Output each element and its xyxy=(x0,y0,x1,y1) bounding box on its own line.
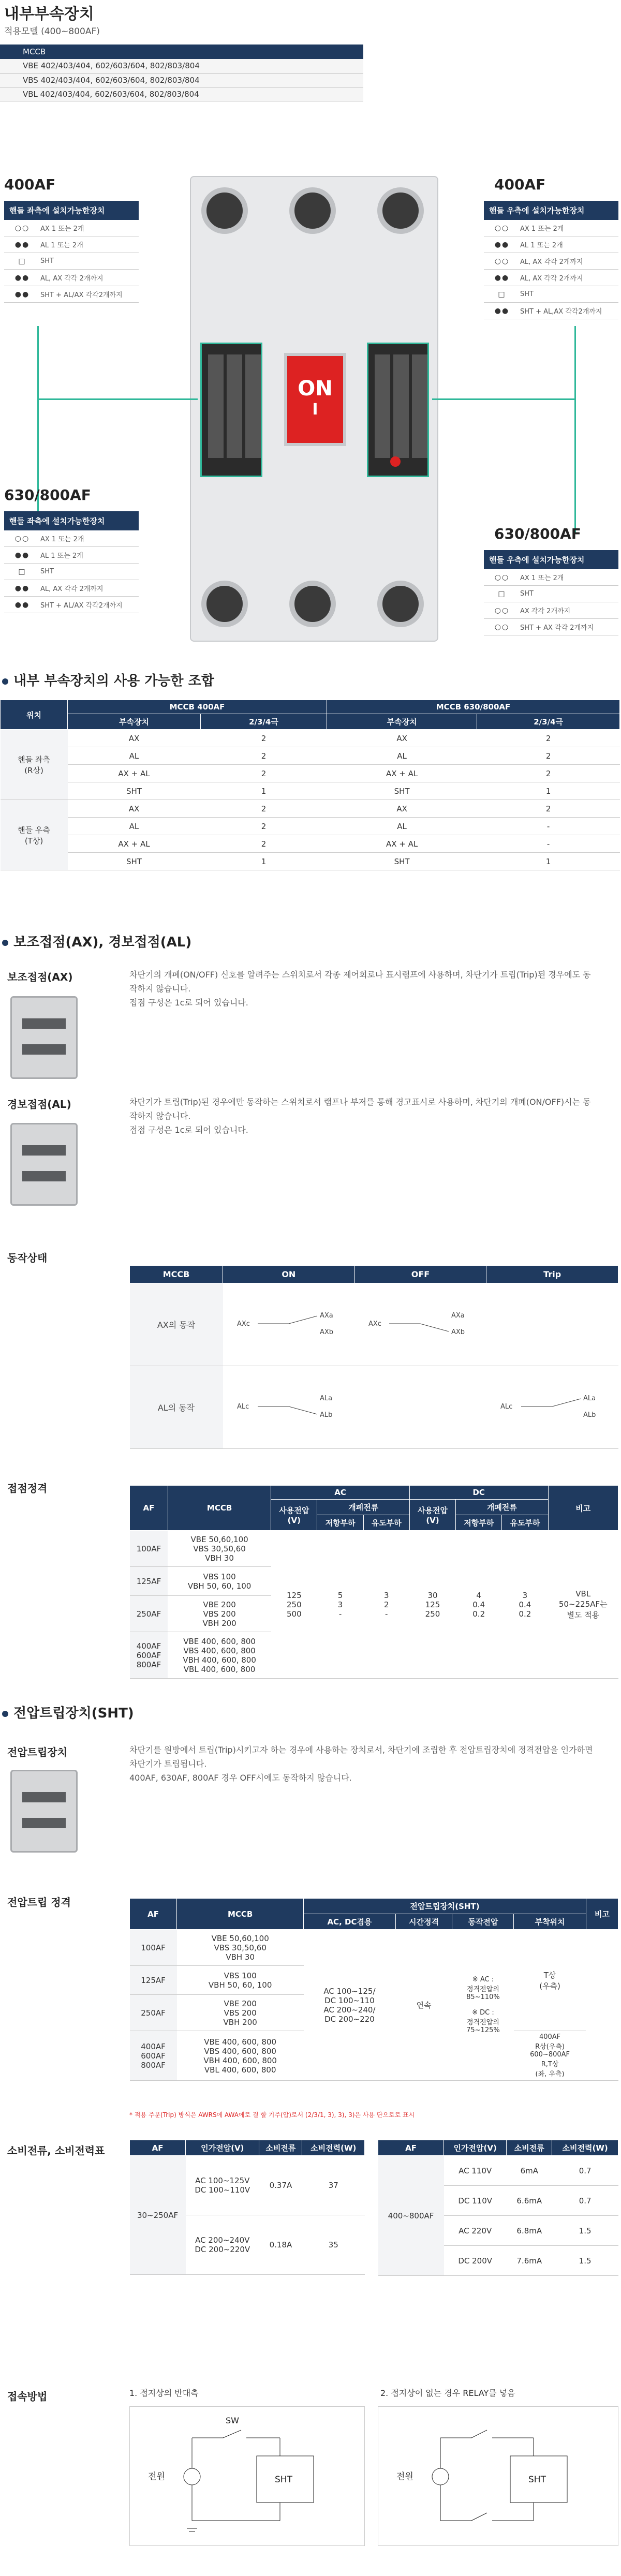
cell: VBE 200 VBS 200 VBH 200 xyxy=(168,1596,271,1632)
symbol: ●● xyxy=(14,551,30,559)
al-on-diagram xyxy=(223,1366,355,1449)
cell: 2 xyxy=(200,800,327,818)
accessory-box-left-400 xyxy=(4,201,139,303)
accessory-text: AX 1 또는 2개 xyxy=(520,574,564,582)
cell: AX + AL xyxy=(327,835,477,853)
cell: AX + AL xyxy=(327,765,477,782)
cell: VBE 50,60,100 VBS 30,50,60 VBH 30 xyxy=(177,1930,304,1966)
accessory-box-right-400 xyxy=(484,201,618,319)
model-row: VBL 402/403/404, 602/603/604, 802/803/804 xyxy=(0,87,363,101)
cell: 100AF xyxy=(130,1930,177,1966)
trip-button-icon xyxy=(390,456,401,467)
svg-text:AXc: AXc xyxy=(236,1320,250,1328)
cell: 30~250AF xyxy=(130,2156,186,2275)
th: 소비전력(W) xyxy=(302,2140,365,2156)
section-title-text: 내부 부속장치의 사용 가능한 조합 xyxy=(13,673,214,689)
cell: VBE 400, 600, 800 VBS 400, 600, 800 VBH 400, 600, 800 VBL 400, 600, 800 xyxy=(177,2031,304,2081)
th: AC, DC겸용 xyxy=(304,1914,395,1930)
rating-label: 접점정격 xyxy=(7,1482,48,1494)
symbol: ●● xyxy=(494,306,510,315)
ax-on-diagram xyxy=(223,1283,355,1366)
cell: 35 xyxy=(302,2215,365,2275)
cell: 6.6mA xyxy=(507,2186,552,2216)
th: 전압트립장치(SHT) xyxy=(304,1899,586,1914)
svg-text:AXa: AXa xyxy=(319,1311,333,1320)
cell: DC 110V xyxy=(444,2186,507,2216)
svg-text:ALc: ALc xyxy=(500,1402,513,1411)
symbol: ○○ xyxy=(494,623,510,631)
symbol: □ xyxy=(18,567,26,576)
bullet-icon xyxy=(2,678,8,685)
th: 동작전압 xyxy=(452,1914,514,1930)
th: 소비전류 xyxy=(507,2140,552,2156)
symbol: □ xyxy=(498,589,506,598)
accessory-text: AL 1 또는 2개 xyxy=(520,242,563,249)
cell: 2 xyxy=(200,835,327,853)
af-label: 400AF xyxy=(494,176,546,193)
wiring-caption-2: 2. 접지상이 없는 경우 RELAY를 넣음 xyxy=(380,2388,515,2398)
symbol: □ xyxy=(498,290,506,299)
th: DC xyxy=(409,1486,548,1500)
svg-text:ALa: ALa xyxy=(583,1394,596,1402)
th: AC xyxy=(271,1486,410,1500)
cell xyxy=(586,1930,618,2081)
wiring-label: 접속방법 xyxy=(7,2390,48,2403)
ax-description xyxy=(129,968,595,1010)
model-row: VBS 402/403/404, 602/603/604, 802/803/804 xyxy=(0,73,363,87)
cell: AC 110V xyxy=(444,2156,507,2186)
status-table xyxy=(129,1265,618,1449)
cell: SHT xyxy=(327,853,477,870)
cell: 0.7 xyxy=(552,2156,618,2186)
cell: 3 2 - xyxy=(363,1531,409,1679)
cons-table-left xyxy=(129,2140,365,2275)
svg-text:AXc: AXc xyxy=(368,1320,382,1328)
section-title-text: 보조접점(AX), 경보접점(AL) xyxy=(13,935,192,950)
accessory-text: AL 1 또는 2개 xyxy=(40,242,83,249)
th: AF xyxy=(378,2140,444,2156)
cell: DC 200V xyxy=(444,2246,507,2276)
th-acc: 부속장치 xyxy=(327,714,477,730)
symbol: ○○ xyxy=(494,573,510,582)
accessory-text: SHT + AL,AX 각각2개까지 xyxy=(520,308,602,316)
cell: 400AF 600AF 800AF xyxy=(130,1632,168,1679)
cell: 6.8mA xyxy=(507,2216,552,2246)
accessory-box-title: 핸들 우측에 설치가능한장치 xyxy=(484,550,618,569)
af-label: 630/800AF xyxy=(494,525,581,542)
th: 인가전압(V) xyxy=(186,2140,259,2156)
ax-label: 보조접점(AX) xyxy=(7,971,73,983)
accessory-text: AX 1 또는 2개 xyxy=(520,225,564,233)
cell: 2 xyxy=(477,765,620,782)
th: MCCB xyxy=(168,1486,271,1531)
left-accessory-slot xyxy=(200,343,262,477)
cell: 250AF xyxy=(130,1995,177,2031)
cell: AX + AL xyxy=(68,765,201,782)
al-row-label: AL의 동작 xyxy=(130,1366,223,1449)
svg-text:ALc: ALc xyxy=(236,1402,249,1411)
sht-device-image xyxy=(10,1770,78,1853)
breaker-diagram xyxy=(0,155,621,652)
cell: AX + AL xyxy=(68,835,201,853)
terminal-icon xyxy=(377,187,424,234)
cell: 2 xyxy=(200,765,327,782)
cell: AC 100~125V DC 100~110V xyxy=(186,2156,259,2215)
cell: 1 xyxy=(477,853,620,870)
cell: VBS 100 VBH 50, 60, 100 xyxy=(177,1966,304,1995)
th-pole: 2/3/4극 xyxy=(477,714,620,730)
terminal-icon xyxy=(289,581,336,627)
al-description xyxy=(129,1095,595,1137)
left-group: 핸들 좌측 (R상) xyxy=(1,730,68,800)
on-label: ON xyxy=(298,377,333,401)
cell: AX xyxy=(68,800,201,818)
accessory-text: SHT xyxy=(40,257,54,265)
svg-text:ALa: ALa xyxy=(319,1394,332,1402)
th-acc: 부속장치 xyxy=(68,714,201,730)
cell: VBE 200 VBS 200 VBH 200 xyxy=(177,1995,304,2031)
cell: SHT xyxy=(68,853,201,870)
accessory-text: SHT xyxy=(520,290,534,298)
th: 부착위치 xyxy=(514,1914,586,1930)
terminal-icon xyxy=(201,581,248,627)
section-title-text: 전압트립장치(SHT) xyxy=(13,1706,134,1721)
ax-row-label: AX의 동작 xyxy=(130,1283,223,1366)
svg-text:ALb: ALb xyxy=(583,1411,596,1419)
cell: VBS 100 VBH 50, 60, 100 xyxy=(168,1567,271,1596)
cell: 2 xyxy=(477,800,620,818)
cell: 100AF xyxy=(130,1531,168,1567)
symbol: ○○ xyxy=(494,224,510,232)
af-label: 400AF xyxy=(4,176,56,193)
accessory-text: AX 1 또는 2개 xyxy=(40,536,84,543)
symbol: ●● xyxy=(14,290,30,299)
wiring-diagram-1 xyxy=(129,2406,365,2546)
cell: 1 xyxy=(200,853,327,870)
cell: T상 (우측) xyxy=(514,1930,586,2031)
cons-table-right xyxy=(378,2140,618,2276)
cell: 2 xyxy=(200,747,327,765)
cell: - xyxy=(477,818,620,835)
svg-text:전원: 전원 xyxy=(148,2471,165,2482)
model-table xyxy=(0,45,363,101)
accessory-text: SHT + AL/AX 각각2개까지 xyxy=(40,602,123,610)
ax-desc-line: 차단기의 개폐(ON/OFF) 신호를 알려주는 스위치로서 각종 제어회로나 표시램프에 사용하며, 차단기가 트립(Trip)된 경우에도 동작하지 않습니다. xyxy=(129,970,591,994)
cell: 4 0.4 0.2 xyxy=(456,1531,502,1679)
bullet-icon xyxy=(2,940,8,946)
symbol: ○○ xyxy=(14,224,30,232)
cell: 5 3 - xyxy=(317,1531,363,1679)
th: 저항부하 xyxy=(317,1515,363,1531)
cons-label: 소비전류, 소비전력표 xyxy=(7,2144,105,2157)
sht-rating-label: 전압트립 정격 xyxy=(7,1896,71,1908)
symbol: ●● xyxy=(14,240,30,249)
accessory-text: AL, AX 각각 2개까지 xyxy=(520,275,583,283)
cell: 125AF xyxy=(130,1567,168,1596)
symbol: ○○ xyxy=(14,534,30,543)
section-title xyxy=(2,931,191,951)
cell: SHT xyxy=(68,782,201,800)
symbol: ●● xyxy=(494,273,510,282)
section-title xyxy=(2,1702,134,1722)
cell: 1.5 xyxy=(552,2246,618,2276)
symbol: ●● xyxy=(14,600,30,609)
terminal-icon xyxy=(289,187,336,234)
wiring-diagram-2 xyxy=(378,2406,618,2546)
accessory-text: AX 각각 2개까지 xyxy=(520,608,571,615)
cell: VBL 50~225AF는 별도 적용 xyxy=(548,1531,618,1679)
cell: AL xyxy=(68,747,201,765)
accessory-text: SHT xyxy=(40,568,54,575)
accessory-text: SHT xyxy=(520,590,534,598)
model-table-head: MCCB xyxy=(0,45,363,59)
th: MCCB xyxy=(130,1266,223,1283)
al-off-diagram xyxy=(354,1366,486,1449)
cell: VBE 400, 600, 800 VBS 400, 600, 800 VBH 400, 600, 800 VBL 400, 600, 800 xyxy=(168,1632,271,1679)
th: 개폐전류 xyxy=(456,1500,548,1515)
accessory-text: AL, AX 각각 2개까지 xyxy=(40,585,103,593)
sht-label: 전압트립장치 xyxy=(7,1746,67,1758)
th: MCCB xyxy=(177,1899,304,1930)
sht-footnote: * 적용 주문(Trip) 방식은 AWRS에 AWA에로 결 할 기주(압)로서 (2/3/1, 3), 3), 3)은 사용 단으로로 표시 xyxy=(129,2111,415,2119)
sht-desc-line: 차단기를 원방에서 트립(Trip)시키고자 하는 경우에 사용하는 장치로서, 차단기에 조립한 후 전압트립장치에 정격전압을 인가하면 차단기가 트립됩니다. xyxy=(129,1745,593,1769)
accessory-box-title: 핸들 좌측에 설치가능한장치 xyxy=(4,511,139,530)
svg-text:전원: 전원 xyxy=(396,2471,413,2482)
ax-desc-line: 접점 구성은 1c로 되어 있습니다. xyxy=(129,998,248,1008)
status-label: 동작상태 xyxy=(7,1252,48,1264)
th: AF xyxy=(130,2140,186,2156)
cell: 1 xyxy=(200,782,327,800)
accessory-box-right-630 xyxy=(484,550,618,635)
cell: AX xyxy=(68,730,201,747)
combo-table xyxy=(0,700,620,870)
sht-rating-table xyxy=(129,1898,618,2081)
cell: 400~800AF xyxy=(378,2156,444,2276)
ax-device-image xyxy=(10,996,78,1079)
th: 저항부하 xyxy=(456,1515,502,1531)
sht-description xyxy=(129,1743,595,1785)
th: 시간정격 xyxy=(395,1914,452,1930)
symbol: ●● xyxy=(494,240,510,249)
cell: ※ AC : 정격전압의 85~110% ※ DC : 정격전압의 75~125% xyxy=(452,1930,514,2081)
section-title xyxy=(2,670,214,689)
accessory-box-title: 핸들 좌측에 설치가능한장치 xyxy=(4,201,139,220)
cell: - xyxy=(477,835,620,853)
svg-text:SHT: SHT xyxy=(528,2475,546,2485)
svg-text:SHT: SHT xyxy=(275,2475,292,2485)
accessory-text: AL 1 또는 2개 xyxy=(40,552,83,560)
cell: 7.6mA xyxy=(507,2246,552,2276)
th-400: MCCB 400AF xyxy=(68,700,327,714)
th: 비고 xyxy=(586,1899,618,1930)
th: AF xyxy=(130,1899,177,1930)
rating-table xyxy=(129,1485,618,1679)
al-trip-diagram xyxy=(486,1366,618,1449)
th: 개폐전류 xyxy=(317,1500,409,1515)
symbol: □ xyxy=(18,257,26,265)
model-row: VBE 402/403/404, 602/603/604, 802/803/804 xyxy=(0,59,363,73)
cell: AC 100~125/ DC 100~110 AC 200~240/ DC 200~220 xyxy=(304,1930,395,2081)
th-pole: 2/3/4극 xyxy=(200,714,327,730)
cell: 6mA xyxy=(507,2156,552,2186)
cell: 2 xyxy=(200,730,327,747)
svg-text:ALb: ALb xyxy=(319,1411,333,1419)
ax-trip-diagram xyxy=(486,1283,618,1366)
al-device-image xyxy=(10,1123,78,1206)
wiring-caption-1: 1. 접지상의 반대측 xyxy=(129,2388,199,2398)
svg-text:AXb: AXb xyxy=(451,1328,465,1336)
al-label: 경보접점(AL) xyxy=(7,1098,71,1111)
terminal-icon xyxy=(377,581,424,627)
th: 인가전압(V) xyxy=(444,2140,507,2156)
accessory-box-left-630 xyxy=(4,511,139,613)
accessory-text: SHT + AL/AX 각각2개까지 xyxy=(40,291,123,299)
symbol: ○○ xyxy=(494,257,510,265)
accessory-text: AL, AX 각각 2개까지 xyxy=(40,275,103,283)
accessory-text: AL, AX 각각 2개까지 xyxy=(520,258,583,266)
cell: AL xyxy=(68,818,201,835)
cell: 2 xyxy=(477,730,620,747)
th: 소비전류 xyxy=(259,2140,302,2156)
connector-line xyxy=(574,326,576,533)
cell: 0.7 xyxy=(552,2186,618,2216)
breaker-image xyxy=(190,176,438,642)
th: 사용전압 (V) xyxy=(409,1500,455,1531)
svg-text:AXb: AXb xyxy=(319,1328,333,1336)
th: 유도부하 xyxy=(502,1515,548,1531)
cell: AX xyxy=(327,800,477,818)
th: 비고 xyxy=(548,1486,618,1531)
th: Trip xyxy=(486,1266,618,1283)
ax-off-diagram xyxy=(354,1283,486,1366)
cell: 1 xyxy=(477,782,620,800)
cell: AC 220V xyxy=(444,2216,507,2246)
symbol: ●● xyxy=(14,584,30,593)
cell: VBE 50,60,100 VBS 30,50,60 VBH 30 xyxy=(168,1531,271,1567)
th: ON xyxy=(223,1266,355,1283)
al-desc-line: 접점 구성은 1c로 되어 있습니다. xyxy=(129,1125,248,1135)
on-handle xyxy=(284,353,346,446)
th-position: 위치 xyxy=(1,700,68,730)
th: 유도부하 xyxy=(363,1515,409,1531)
cell: AL xyxy=(327,818,477,835)
symbol: ○○ xyxy=(494,606,510,615)
cell: 125AF xyxy=(130,1966,177,1995)
cell: 37 xyxy=(302,2156,365,2215)
svg-text:SW: SW xyxy=(226,2416,239,2425)
cell: 2 xyxy=(477,747,620,765)
cell: 연속 xyxy=(395,1930,452,2081)
cell: 250AF xyxy=(130,1596,168,1632)
cell: AL xyxy=(327,747,477,765)
svg-text:AXa: AXa xyxy=(451,1311,465,1320)
bullet-icon xyxy=(2,1711,8,1717)
cell: 125 250 500 xyxy=(271,1531,317,1679)
on-mark: I xyxy=(312,401,318,419)
cell: 1.5 xyxy=(552,2216,618,2246)
cell: 2 xyxy=(200,818,327,835)
af-label: 630/800AF xyxy=(4,486,91,504)
cell: SHT xyxy=(327,782,477,800)
cell: 0.37A xyxy=(259,2156,302,2215)
cell: 3 0.4 0.2 xyxy=(502,1531,548,1679)
th: 사용전압 (V) xyxy=(271,1500,317,1531)
th: AF xyxy=(130,1486,168,1531)
sht-desc-line: 400AF, 630AF, 800AF 경우 OFF시에도 동작하지 않습니다. xyxy=(129,1773,352,1783)
cell: 400AF R상(우측) 600~800AF R,T상 (좌, 우측) xyxy=(514,2031,586,2081)
accessory-text: SHT + AX 각각 2개까지 xyxy=(520,624,594,632)
th: OFF xyxy=(354,1266,486,1283)
connector-line xyxy=(432,398,576,400)
cell: AX xyxy=(327,730,477,747)
page-subtitle: 적용모델 (400~800AF) xyxy=(4,26,100,37)
th: 소비전력(W) xyxy=(552,2140,618,2156)
connector-line xyxy=(37,398,198,400)
cell: 0.18A xyxy=(259,2215,302,2275)
terminal-icon xyxy=(201,187,248,234)
cell: AC 200~240V DC 200~220V xyxy=(186,2215,259,2275)
cell: 400AF 600AF 800AF xyxy=(130,2031,177,2081)
accessory-text: AX 1 또는 2개 xyxy=(40,225,84,233)
symbol: ●● xyxy=(14,273,30,282)
accessory-box-title: 핸들 우측에 설치가능한장치 xyxy=(484,201,618,220)
al-desc-line: 차단기가 트립(Trip)된 경우에만 동작하는 스위치로서 램프나 부저를 통해 경고표시로 사용하며, 차단기의 개폐(ON/OFF)시는 동작하지 않습니다. xyxy=(129,1097,591,1121)
cell: 30 125 250 xyxy=(409,1531,455,1679)
page-title: 내부부속장치 xyxy=(4,5,94,23)
th-630: MCCB 630/800AF xyxy=(327,700,619,714)
right-group: 핸들 우측 (T상) xyxy=(1,800,68,870)
